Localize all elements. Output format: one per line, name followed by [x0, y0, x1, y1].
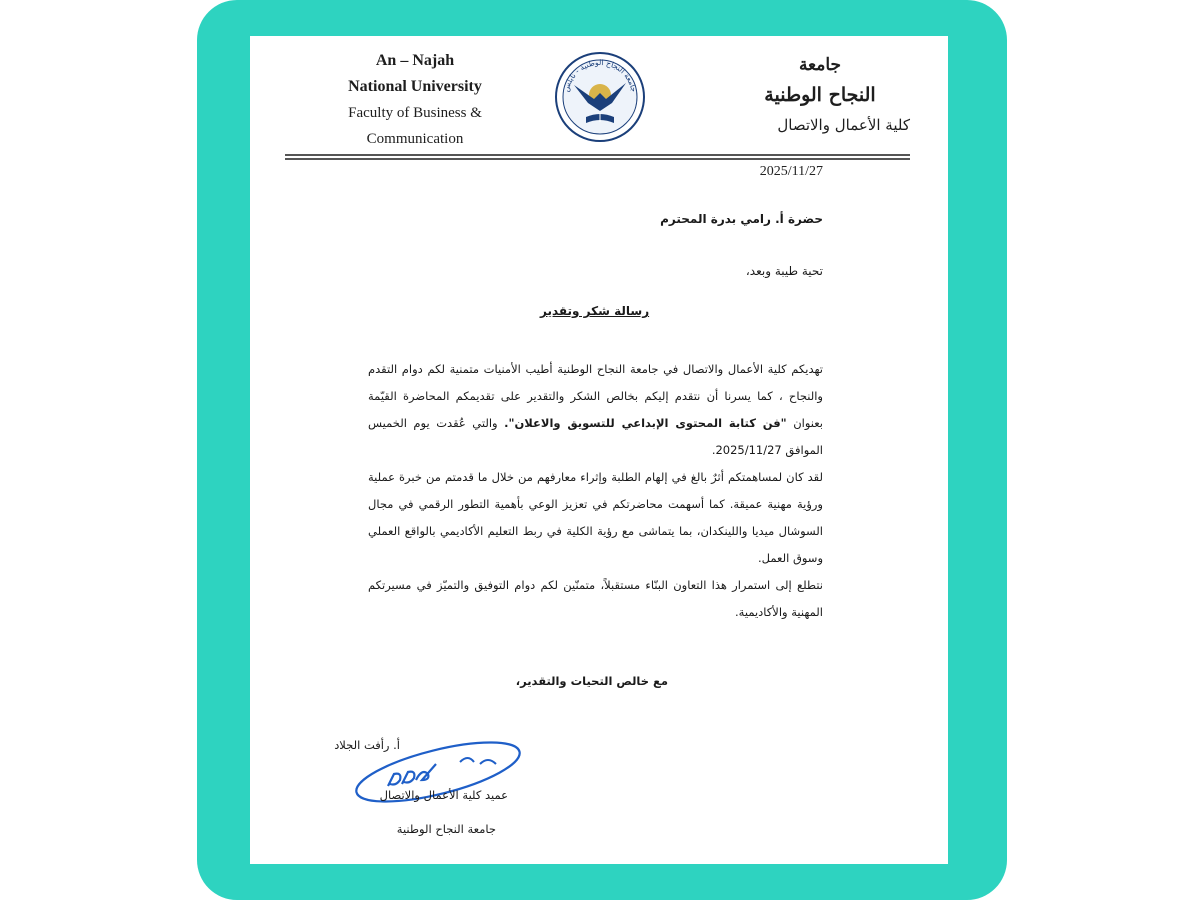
signer-name: أ. رأفت الجلاد: [334, 738, 400, 752]
header-english: [330, 48, 500, 152]
header-en-line1: An – Najah: [375, 52, 455, 69]
greeting: تحية طيبة وبعد،: [745, 264, 823, 278]
paragraph-1-date: والتي عُقدت يوم الخميس الموافق 2025/11/27.: [368, 416, 823, 457]
header-divider-bottom: [285, 158, 910, 160]
paragraph-3: نتطلع إلى استمرار هذا التعاون البنّاء مستقبلاً، متمنّين لكم دوام التوفيق والتميّز في مسيرتكم المهنية والأكاديمية.: [368, 578, 823, 619]
signer-organization: جامعة النجاح الوطنية: [396, 822, 496, 836]
header-divider-top: [285, 154, 910, 156]
closing: مع خالص التحيات والتقدير،: [515, 674, 668, 688]
header-en-line4: Communication: [366, 131, 464, 147]
paragraph-1: [368, 356, 823, 464]
paragraph-1-intro: تهديكم كلية الأعمال والاتصال في جامعة النجاح الوطنية أطيب الأمنيات متمنية لكم دوام التقدم والنجاح ، كما يسرنا أن نتقدم إليكم بخالص الشكر والتقدير على تقديمكم المحاضرة القيّمة بعنوان: [368, 362, 824, 430]
subject-title: رسالة شكر وتقدير: [540, 304, 650, 318]
university-logo: [554, 51, 646, 143]
header-ar-line3: كلية الأعمال والاتصال: [777, 116, 910, 134]
header-ar-line2: النجاح الوطنية: [764, 84, 876, 106]
letter-date: 2025/11/27: [759, 164, 823, 179]
signer-title: عميد كلية الأعمال والاتصال: [379, 788, 508, 802]
letter-body: [368, 356, 823, 626]
header-en-line2: National University: [348, 78, 482, 95]
recipient: حضرة أ. رامي بدرة المحترم: [660, 212, 823, 226]
lecture-title: "فن كتابة المحتوى الإبداعي للتسويق والاعلان".: [504, 416, 787, 430]
letter-page: [250, 36, 948, 864]
header-ar-line1: جامعة: [798, 55, 842, 75]
paragraph-2: لقد كان لمساهمتكم أثرٌ بالغ في إلهام الطلبة وإثراء معارفهم من خلال ما قدمتم من خبرة عملية ورؤية مهنية عميقة. كما أسهمت محاضرتكم في تعزيز الوعي بأهمية التطور الرقمي في مجال السوشال ميديا واللينكدان، بما يتماشى مع رؤية الكلية في ربط التعليم الأكاديمي بالواقع العملي وسوق العمل.: [368, 470, 823, 565]
logo-text: جامعة النجاح الوطنية - نابلس: [561, 57, 639, 93]
header-en-line3: Faculty of Business &: [348, 105, 482, 121]
header-arabic: [680, 50, 910, 140]
